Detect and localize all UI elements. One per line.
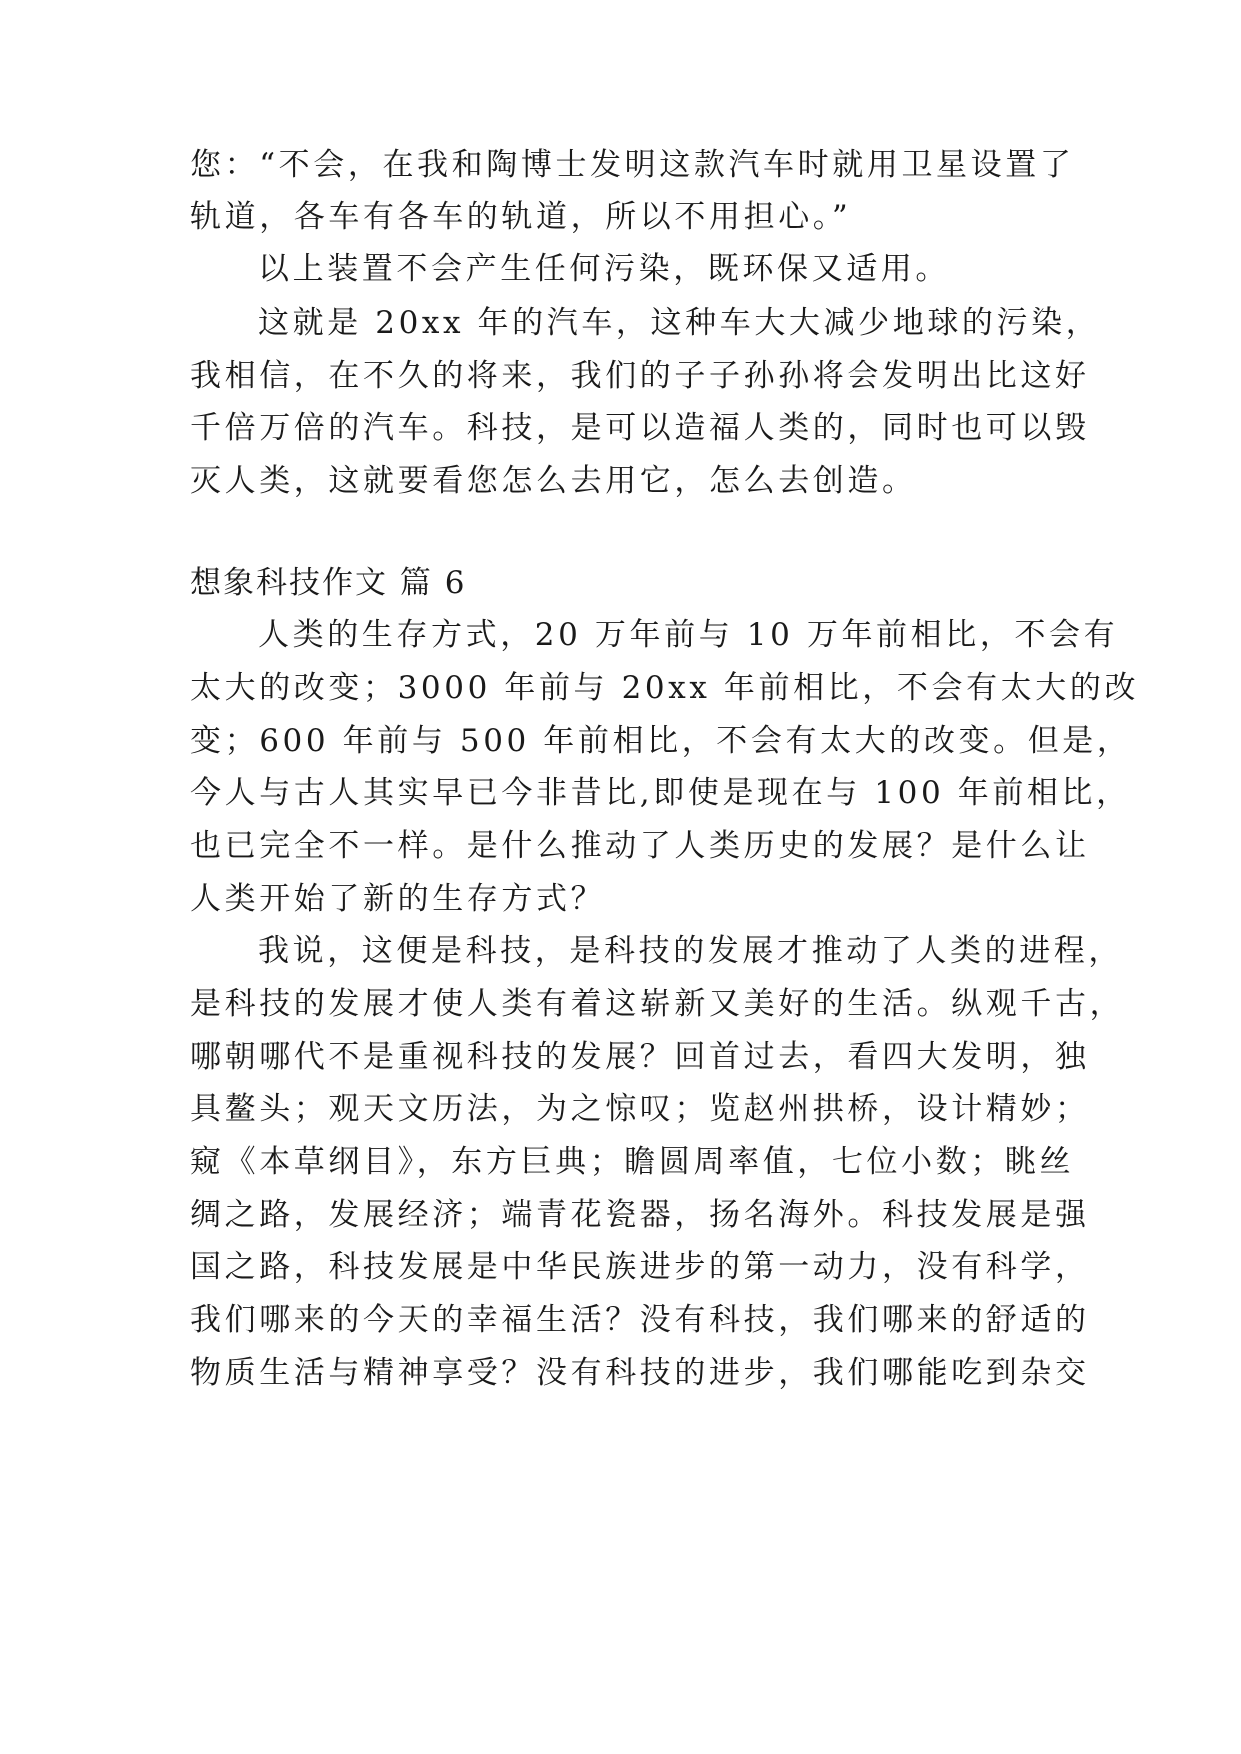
paragraph-line: 窥《本草纲目》，东方巨典；瞻圆周率值，七位小数；眺丝 <box>190 1144 1075 1180</box>
paragraph-line: 这就是 20xx 年的汽车，这种车大大减少地球的污染， <box>258 305 1101 341</box>
paragraph-line: 我们哪来的今天的幸福生活？没有科技，我们哪来的舒适的 <box>190 1302 1090 1338</box>
paragraph-line: 也已完全不一样。是什么推动了人类历史的发展？是什么让 <box>190 828 1090 864</box>
paragraph-line: 具鳌头；观天文历法，为之惊叹；览赵州拱桥，设计精妙； <box>190 1091 1090 1127</box>
paragraph-line: 我相信，在不久的将来，我们的子子孙孙将会发明出比这好 <box>190 358 1090 394</box>
paragraph-line: 您：“不会，在我和陶博士发明这款汽车时就用卫星设置了 <box>190 147 1075 183</box>
paragraph-line: 物质生活与精神享受？没有科技的进步，我们哪能吃到杂交 <box>190 1355 1090 1391</box>
paragraph-line: 千倍万倍的汽车。科技，是可以造福人类的，同时也可以毁 <box>190 410 1090 446</box>
paragraph-line: 灭人类，这就要看您怎么去用它，怎么去创造。 <box>190 463 917 499</box>
paragraph-line: 以上装置不会产生任何污染，既环保又适用。 <box>258 251 950 287</box>
paragraph-line: 国之路，科技发展是中华民族进步的第一动力，没有科学， <box>190 1249 1090 1285</box>
paragraph-line: 是科技的发展才使人类有着这崭新又美好的生活。纵观千古， <box>190 986 1125 1022</box>
paragraph-line: 绸之路，发展经济；端青花瓷器，扬名海外。科技发展是强 <box>190 1197 1090 1233</box>
paragraph-line: 我说，这便是科技，是科技的发展才推动了人类的进程， <box>258 933 1123 969</box>
section-heading: 想象科技作文 篇 6 <box>190 565 467 601</box>
paragraph-line: 轨道，各车有各车的轨道，所以不用担心。” <box>190 199 852 235</box>
paragraph-line: 人类开始了新的生存方式？ <box>190 881 606 917</box>
paragraph-line: 变；600 年前与 500 年前相比，不会有太大的改变。但是， <box>190 723 1132 759</box>
paragraph-line: 哪朝哪代不是重视科技的发展？回首过去，看四大发明，独 <box>190 1039 1090 1075</box>
paragraph-line: 人类的生存方式，20 万年前与 10 万年前相比，不会有 <box>258 617 1119 653</box>
paragraph-line: 太大的改变；3000 年前与 20xx 年前相比，不会有太大的改 <box>190 670 1140 706</box>
paragraph-line: 今人与古人其实早已今非昔比,即使是现在与 100 年前相比， <box>190 775 1131 811</box>
